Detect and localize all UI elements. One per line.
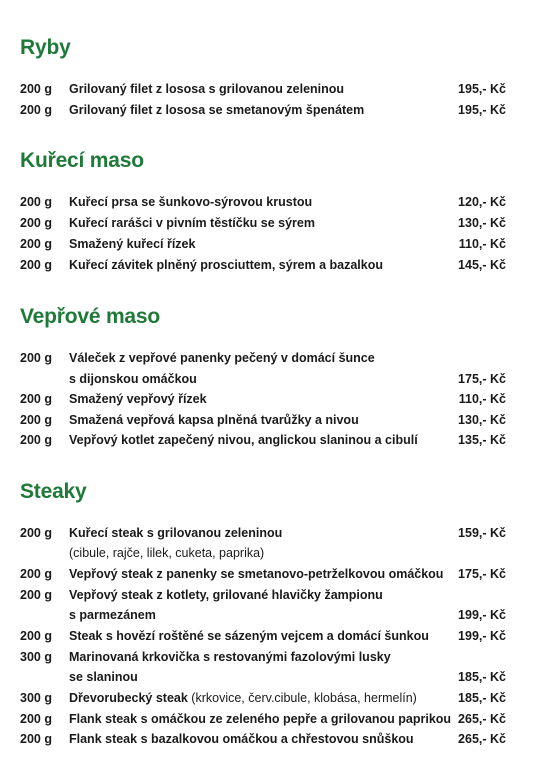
item-name: Steak s hovězí roštěné se sázeným vejcem a domácí šunkou: [69, 629, 429, 643]
item-name: Marinovaná krkovička s restovanými fazolovými lusky: [69, 650, 391, 664]
item-weight: 200 g: [20, 392, 52, 406]
item-name: Grilovaný filet z lososa se smetanovým špenátem: [69, 103, 365, 117]
section-title-veprove-maso: Vepřové maso: [20, 305, 161, 328]
menu-item: [0, 389, 542, 409]
menu-item: [0, 79, 542, 99]
item-weight: 200 g: [20, 103, 52, 117]
item-weight: 200 g: [20, 732, 52, 746]
menu-item: [0, 348, 542, 368]
item-price: 159,- Kč: [458, 526, 506, 540]
item-name: Smažený vepřový řízek: [69, 392, 207, 406]
item-name: Flank steak s bazalkovou omáčkou a chřestovou snůškou: [69, 732, 414, 746]
item-note: (krkovice, červ.cibule, klobása, hermelín): [187, 691, 417, 705]
item-price: 195,- Kč: [458, 103, 506, 117]
item-name-line2: s parmezánem: [69, 608, 156, 622]
item-weight: 200 g: [20, 195, 52, 209]
item-price: 110,- Kč: [458, 392, 506, 406]
item-price: 110,- Kč: [458, 237, 506, 251]
item-weight: 200 g: [20, 413, 52, 427]
item-weight: 200 g: [20, 216, 52, 230]
menu-item: [0, 729, 542, 749]
item-price: 265,- Kč: [458, 732, 506, 746]
item-name: Smažená vepřová kapsa plněná tvarůžky a nivou: [69, 413, 359, 427]
item-name: Flank steak s omáčkou ze zeleného pepře a grilovanou paprikou: [69, 712, 452, 726]
item-name: Kuřecí závitek plněný prosciuttem, sýrem a bazalkou: [69, 258, 384, 272]
item-price: 135,- Kč: [458, 433, 506, 447]
item-price: 195,- Kč: [458, 82, 506, 96]
menu-item: [0, 213, 542, 233]
menu-item: [0, 585, 542, 605]
item-name: Vepřový kotlet zapečený nivou, anglickou slaninou a cibulí: [69, 433, 418, 447]
section-title-steaky: Steaky: [20, 480, 87, 503]
menu-item-continuation: [0, 605, 542, 625]
item-price: 130,- Kč: [458, 413, 506, 427]
item-weight: 200 g: [20, 526, 52, 540]
item-weight: 300 g: [20, 650, 52, 664]
item-subtext: (cibule, rajče, lilek, cuketa, paprika): [69, 546, 265, 560]
item-weight: 200 g: [20, 433, 52, 447]
item-weight: 300 g: [20, 691, 52, 705]
menu-item: [0, 100, 542, 120]
item-name: Vepřový steak z kotlety, grilované hlavičky žampionu: [69, 588, 383, 602]
item-weight: 200 g: [20, 567, 52, 581]
menu-item: [0, 430, 542, 450]
menu-item: [0, 647, 542, 667]
item-name: Dřevorubecký steak: [69, 691, 188, 705]
menu-item: [0, 709, 542, 729]
section-title-kureci-maso: Kuřecí maso: [20, 149, 144, 172]
menu-item: [0, 523, 542, 543]
item-name: Kuřecí steak s grilovanou zeleninou: [69, 526, 283, 540]
item-name-line2: s dijonskou omáčkou: [69, 372, 197, 386]
item-weight: 200 g: [20, 712, 52, 726]
item-name: Kuřecí rarášci v pivním těstíčku se sýrem: [69, 216, 315, 230]
item-weight: 200 g: [20, 82, 52, 96]
item-price: 199,- Kč: [458, 608, 506, 622]
menu-item-continuation: [0, 369, 542, 389]
item-weight: 200 g: [20, 237, 52, 251]
item-name-with-note: [69, 688, 417, 708]
menu-item: [0, 192, 542, 212]
item-name-line2: se slaninou: [69, 670, 138, 684]
menu-item-subtext: [0, 543, 542, 563]
item-price: 199,- Kč: [458, 629, 506, 643]
item-price: 120,- Kč: [458, 195, 506, 209]
item-price: 130,- Kč: [458, 216, 506, 230]
item-name: Grilovaný filet z lososa s grilovanou zeleninou: [69, 82, 345, 96]
item-weight: 200 g: [20, 351, 52, 365]
item-price: 265,- Kč: [458, 712, 506, 726]
item-price: 145,- Kč: [458, 258, 506, 272]
item-weight: 200 g: [20, 588, 52, 602]
item-price: 185,- Kč: [458, 670, 506, 684]
item-weight: 200 g: [20, 258, 52, 272]
menu-item: [0, 688, 542, 708]
item-price: 175,- Kč: [458, 567, 506, 581]
item-price: 185,- Kč: [458, 691, 506, 705]
menu-item: [0, 234, 542, 254]
menu-item: [0, 564, 542, 584]
menu-item: [0, 255, 542, 275]
menu-item: [0, 626, 542, 646]
menu-item: [0, 410, 542, 430]
menu-item-continuation: [0, 667, 542, 687]
item-price: 175,- Kč: [458, 372, 506, 386]
item-name: Vepřový steak z panenky se smetanovo-petrželkovou omáčkou: [69, 567, 444, 581]
item-weight: 200 g: [20, 629, 52, 643]
item-name: Smažený kuřecí řízek: [69, 237, 196, 251]
item-name: Váleček z vepřové panenky pečený v domácí šunce: [69, 351, 375, 365]
section-title-ryby: Ryby: [20, 36, 71, 59]
item-name: Kuřecí prsa se šunkovo-sýrovou krustou: [69, 195, 313, 209]
